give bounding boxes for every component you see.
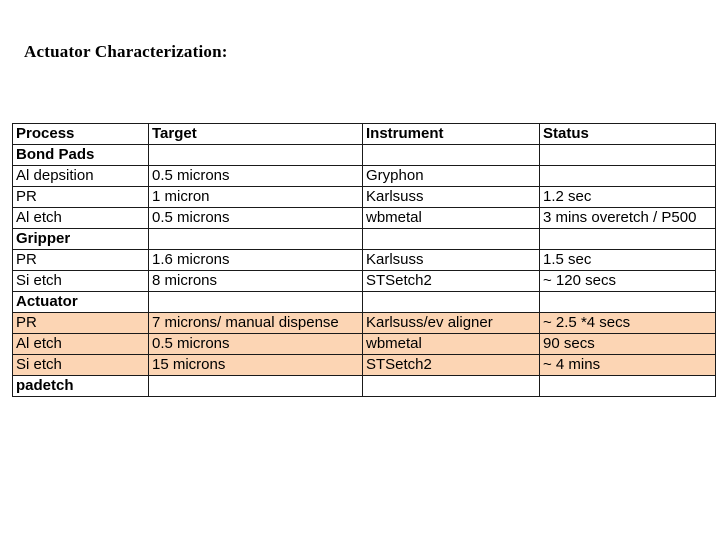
- cell-instrument: wbmetal: [363, 208, 540, 229]
- cell-process: Al depsition: [13, 166, 149, 187]
- cell-status: [540, 145, 716, 166]
- header-cell-instrument: Instrument: [363, 124, 540, 145]
- cell-instrument: Karlsuss: [363, 250, 540, 271]
- cell-process: padetch: [13, 376, 149, 397]
- cell-target: 0.5 microns: [149, 208, 363, 229]
- cell-status: [540, 292, 716, 313]
- page-title: Actuator Characterization:: [24, 42, 228, 61]
- cell-process: Actuator: [13, 292, 149, 313]
- table-row: [13, 334, 716, 355]
- cell-target: [149, 292, 363, 313]
- table-row: [13, 208, 716, 229]
- cell-process: Gripper: [13, 229, 149, 250]
- cell-status: ~ 2.5 *4 secs: [540, 313, 716, 334]
- cell-target: 7 microns/ manual dispense: [149, 313, 363, 334]
- cell-instrument: Karlsuss: [363, 187, 540, 208]
- cell-process: PR: [13, 250, 149, 271]
- cell-status: ~ 4 mins: [540, 355, 716, 376]
- cell-status: 3 mins overetch / P500: [540, 208, 716, 229]
- section-header-row: [13, 229, 716, 250]
- header-cell-process: Process: [13, 124, 149, 145]
- table-row: [13, 187, 716, 208]
- cell-process: Bond Pads: [13, 145, 149, 166]
- cell-instrument: [363, 145, 540, 166]
- cell-status: 90 secs: [540, 334, 716, 355]
- cell-instrument: STSetch2: [363, 271, 540, 292]
- cell-target: 0.5 microns: [149, 166, 363, 187]
- cell-process: Al etch: [13, 334, 149, 355]
- table-row: [13, 271, 716, 292]
- cell-instrument: [363, 292, 540, 313]
- cell-target: 1.6 microns: [149, 250, 363, 271]
- cell-target: [149, 229, 363, 250]
- cell-process: Al etch: [13, 208, 149, 229]
- section-header-row: [13, 145, 716, 166]
- cell-target: 1 micron: [149, 187, 363, 208]
- table-row: [13, 355, 716, 376]
- cell-status: [540, 166, 716, 187]
- cell-instrument: [363, 229, 540, 250]
- table-row: [13, 166, 716, 187]
- cell-status: 1.2 sec: [540, 187, 716, 208]
- header-cell-status: Status: [540, 124, 716, 145]
- table-header-row: [13, 124, 716, 145]
- cell-status: ~ 120 secs: [540, 271, 716, 292]
- cell-target: 8 microns: [149, 271, 363, 292]
- section-header-row: [13, 292, 716, 313]
- header-cell-target: Target: [149, 124, 363, 145]
- cell-status: [540, 376, 716, 397]
- cell-target: [149, 145, 363, 166]
- cell-process: PR: [13, 313, 149, 334]
- cell-instrument: Karlsuss/ev aligner: [363, 313, 540, 334]
- cell-instrument: [363, 376, 540, 397]
- cell-instrument: wbmetal: [363, 334, 540, 355]
- cell-target: 0.5 microns: [149, 334, 363, 355]
- process-table: [12, 123, 716, 397]
- table-row: [13, 313, 716, 334]
- cell-status: [540, 229, 716, 250]
- cell-process: Si etch: [13, 355, 149, 376]
- cell-status: 1.5 sec: [540, 250, 716, 271]
- table-row: [13, 250, 716, 271]
- cell-instrument: Gryphon: [363, 166, 540, 187]
- cell-instrument: STSetch2: [363, 355, 540, 376]
- cell-target: [149, 376, 363, 397]
- cell-process: PR: [13, 187, 149, 208]
- cell-process: Si etch: [13, 271, 149, 292]
- section-header-row: [13, 376, 716, 397]
- cell-target: 15 microns: [149, 355, 363, 376]
